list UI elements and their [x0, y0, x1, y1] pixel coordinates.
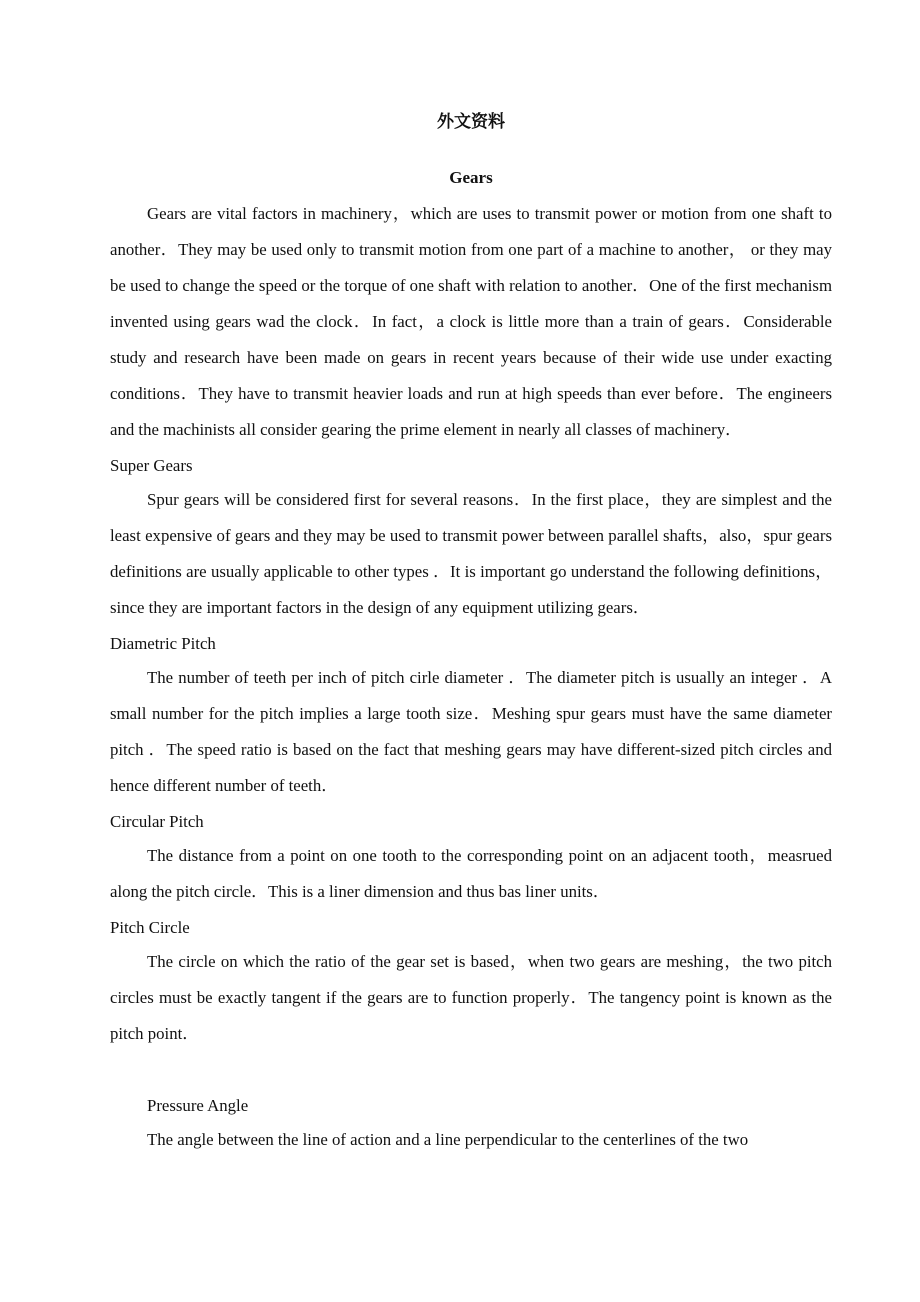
heading-pressure-angle: Pressure Angle	[147, 1096, 249, 1115]
paragraph-spur-gears: Spur gears will be considered first for several reasons．In the first place，they are simplest and the least expensive of gears and they may be used to transmit power between parallel shafts，also，spur gears definitions are usually applicable to other types ．It is important go understand the following definitions， since they are important factors in the design of any equipment utilizing gears．	[110, 490, 832, 617]
section-title: Gears	[449, 168, 493, 187]
document-title: 外文资料	[437, 112, 505, 132]
heading-circular-pitch: Circular Pitch	[110, 812, 204, 831]
heading-pitch-circle: Pitch Circle	[110, 918, 190, 937]
paragraph-circular-pitch: The distance from a point on one tooth to the corresponding point on an adjacent tooth，measrued along the pitch circle．This is a liner dimension and thus bas liner units．	[110, 846, 832, 901]
paragraph-intro: Gears are vital factors in machinery，which are uses to transmit power or motion from one shaft to another．They may be used only to transmit motion from one part of a machine to another， or they may be used to change the speed or the torque of one shaft with relation to another．One of the first mechanism invented using gears wad the clock．In fact，a clock is little more than a train of gears．Considerable study and research have been made on gears in recent years because of their wide use under exacting conditions．They have to transmit heavier loads and run at high speeds than ever before．The engineers and the machinists all consider gearing the prime element in nearly all classes of machinery．	[110, 204, 832, 439]
paragraph-diametric-pitch: The number of teeth per inch of pitch cirle diameter ．The diameter pitch is usually an integer ．A small number for the pitch implies a large tooth size．Meshing spur gears must have the same diameter pitch ．The speed ratio is based on the fact that meshing gears may have different-sized pitch circles and hence different number of teeth．	[110, 668, 832, 795]
paragraph-pitch-circle: The circle on which the ratio of the gear set is based，when two gears are meshing，the two pitch circles must be exactly tangent if the gears are to function properly．The tangency point is known as the pitch point．	[110, 952, 832, 1043]
heading-super-gears: Super Gears	[110, 456, 193, 475]
document-body	[110, 164, 832, 1158]
paragraph-spacer	[110, 1052, 832, 1088]
paragraph-pressure-angle: The angle between the line of action and a line perpendicular to the centerlines of the two	[147, 1130, 749, 1149]
heading-diametric-pitch: Diametric Pitch	[110, 634, 216, 653]
